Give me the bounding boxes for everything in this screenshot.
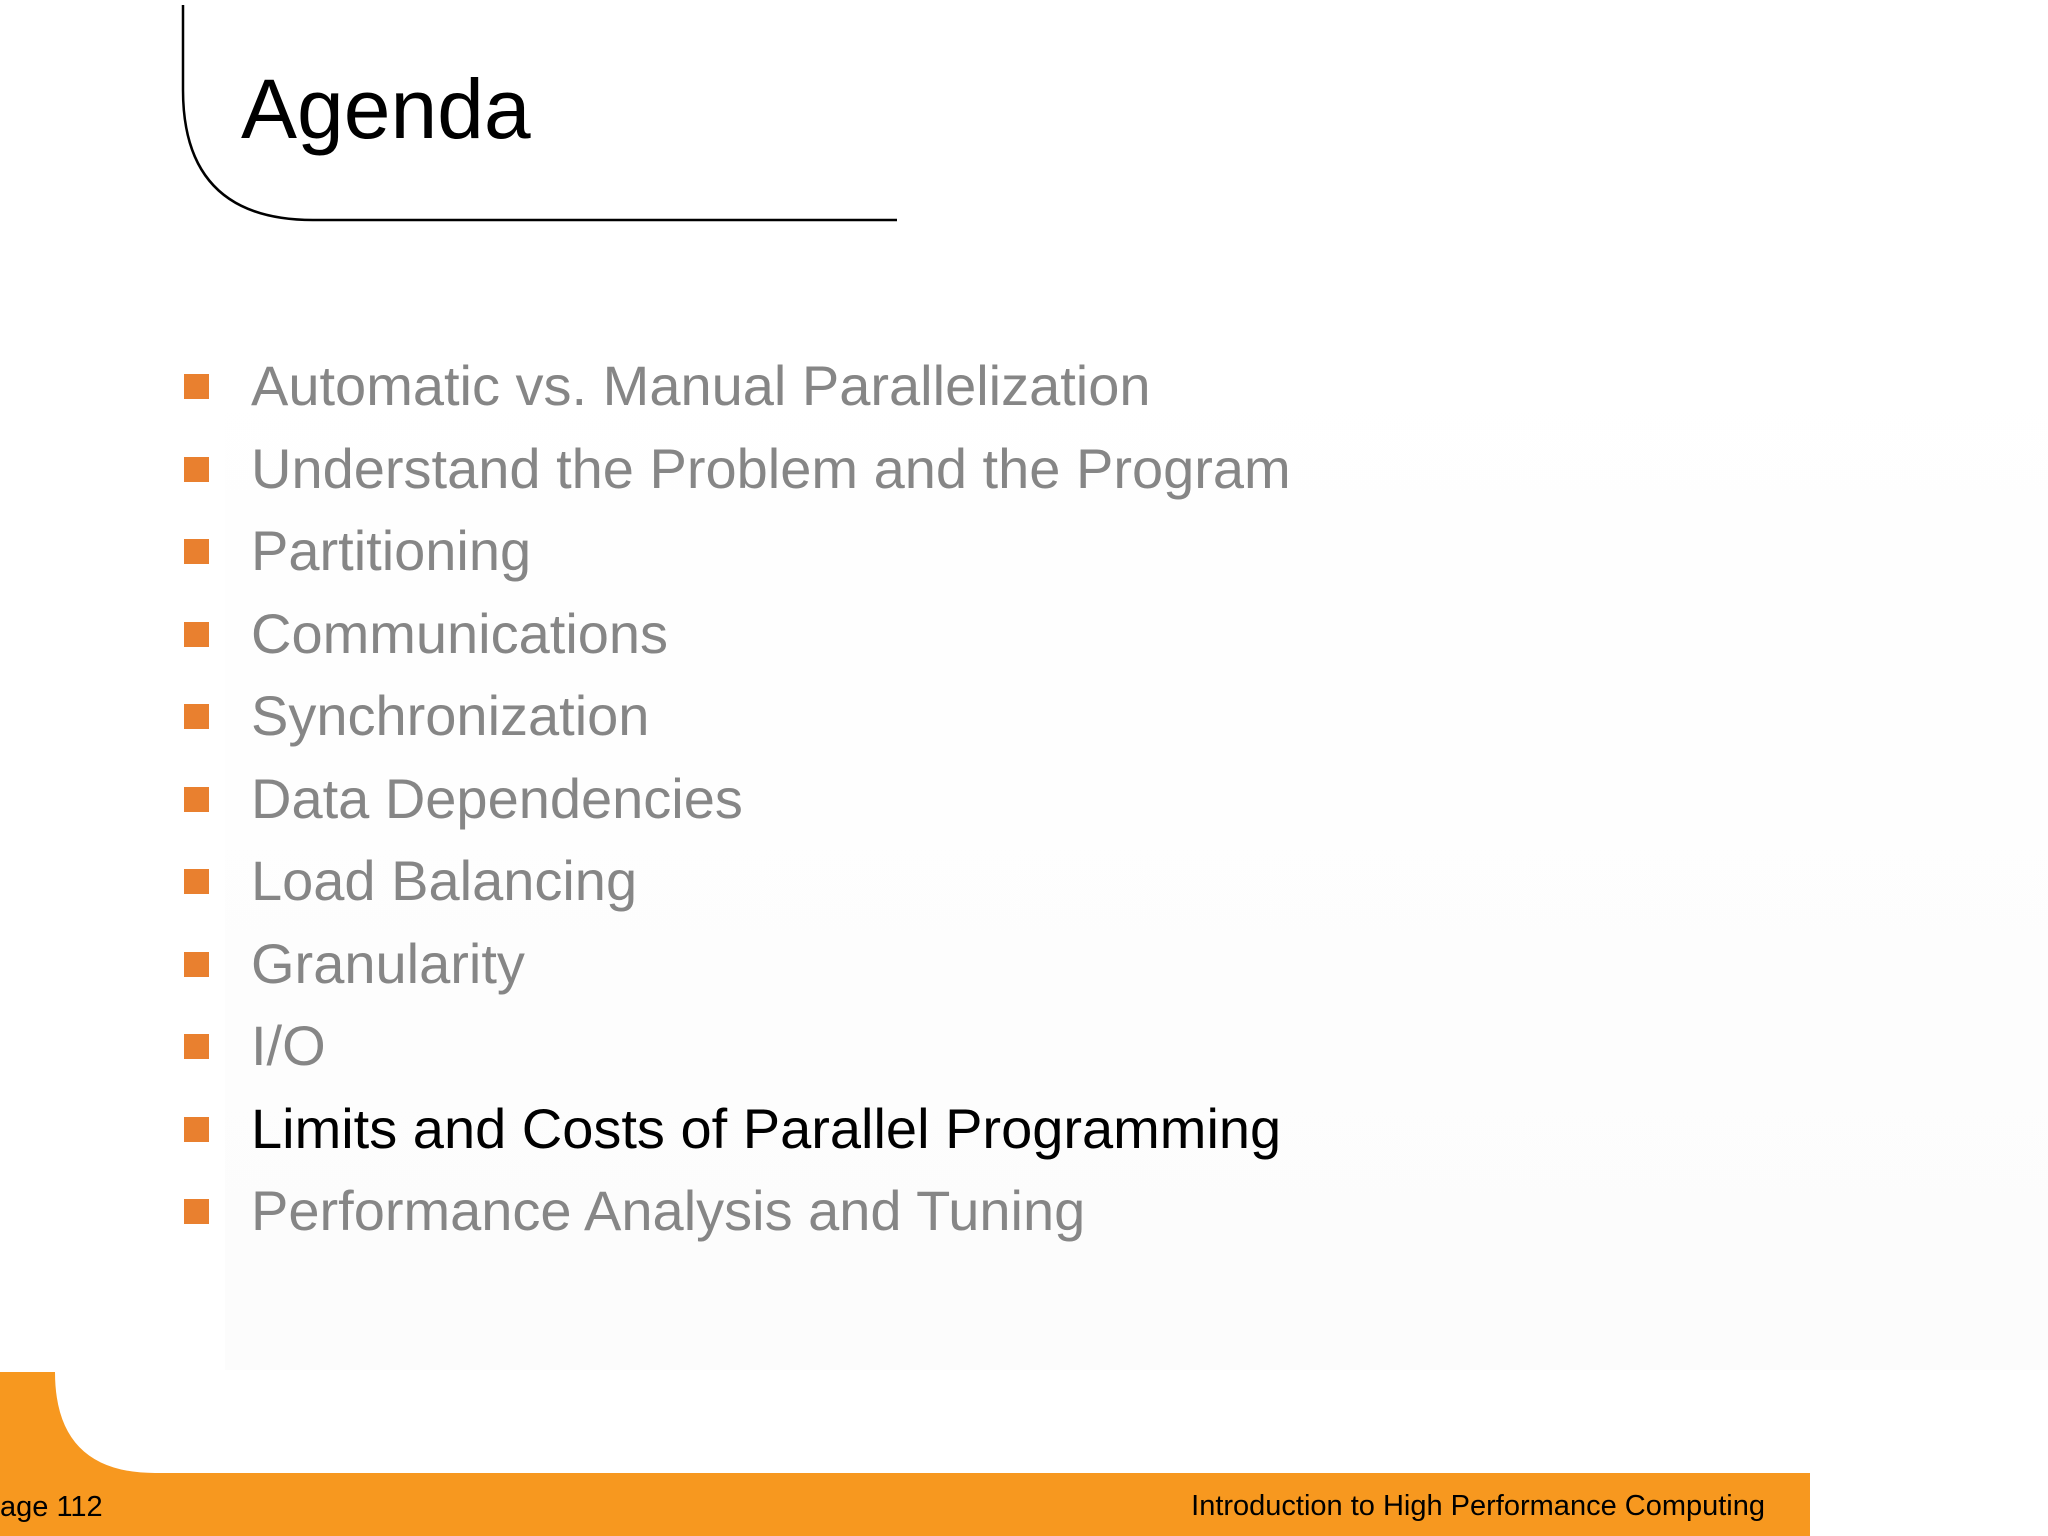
square-bullet-icon bbox=[184, 457, 209, 482]
square-bullet-icon bbox=[184, 952, 209, 977]
square-bullet-icon bbox=[184, 374, 209, 399]
square-bullet-icon bbox=[184, 1199, 209, 1224]
agenda-item-label: Partitioning bbox=[251, 519, 532, 582]
square-bullet-icon bbox=[184, 622, 209, 647]
square-bullet-icon bbox=[184, 704, 209, 729]
agenda-item-label: I/O bbox=[251, 1014, 326, 1077]
footer-page-number: age 112 bbox=[0, 1491, 103, 1523]
square-bullet-icon bbox=[184, 787, 209, 812]
square-bullet-icon bbox=[184, 539, 209, 564]
agenda-item-label: Understand the Problem and the Program bbox=[251, 436, 1291, 500]
agenda-item-label: Automatic vs. Manual Parallelization bbox=[251, 354, 1151, 417]
agenda-item-label: Communications bbox=[251, 601, 669, 665]
agenda-item-label: Performance Analysis and Tuning bbox=[251, 1179, 1086, 1242]
slide-title: Agenda bbox=[241, 62, 531, 156]
footer-course-title: Introduction to High Performance Computing bbox=[1191, 1490, 1765, 1522]
square-bullet-icon bbox=[184, 869, 209, 894]
agenda-item-label: Data Dependencies bbox=[251, 766, 743, 830]
agenda-item-label: Synchronization bbox=[251, 684, 650, 747]
square-bullet-icon bbox=[184, 1034, 209, 1059]
agenda-item-label: Limits and Costs of Parallel Programming bbox=[251, 1096, 1282, 1160]
agenda-item-label: Granularity bbox=[251, 931, 525, 995]
square-bullet-icon bbox=[184, 1117, 209, 1142]
agenda-item-label: Load Balancing bbox=[251, 849, 638, 912]
